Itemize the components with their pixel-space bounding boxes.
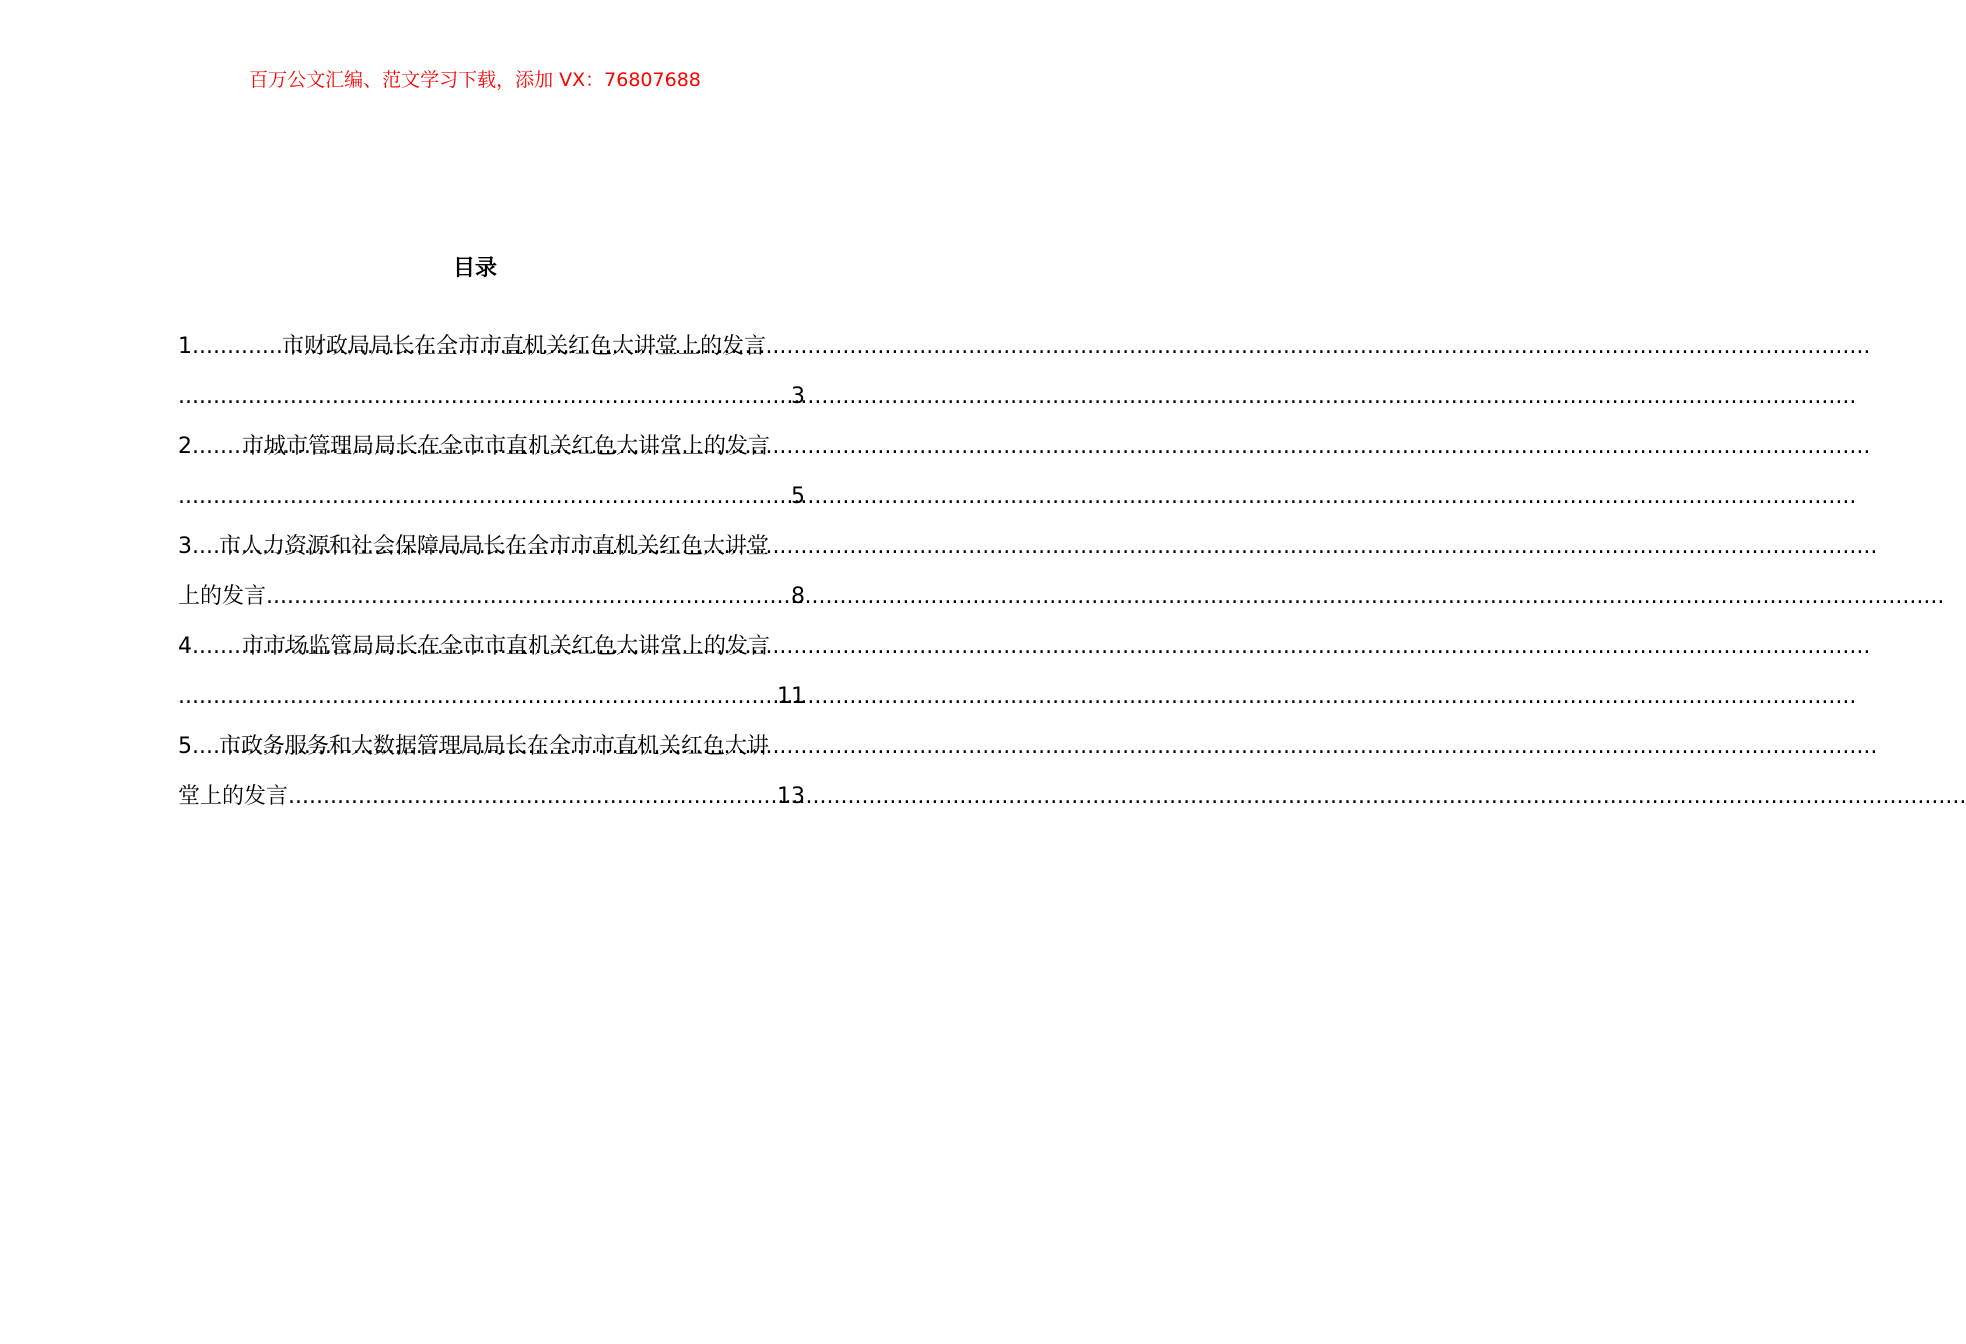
- toc-entry-title: 市市场监管局局长在全市市直机关红色大讲堂上的发言: [242, 634, 771, 659]
- toc-entry-number: 4: [178, 634, 192, 659]
- toc-entry-number: 2: [178, 434, 192, 459]
- toc-entry-title-continued: 上的发言: [178, 584, 267, 609]
- toc-page-number: 5: [791, 484, 805, 509]
- toc-entry-number: 5.: [178, 734, 199, 759]
- toc-page-number: 3: [791, 384, 805, 409]
- toc-entry-title: 市政务服务和大数据管理局局长在全市市直机关红色大讲: [219, 734, 770, 759]
- toc-entry-number: 1: [178, 334, 192, 359]
- toc-entry-3[interactable]: [178, 522, 805, 622]
- toc-entry-5-line-1: [178, 722, 805, 772]
- toc-entry-title-continued: 堂上的发言: [178, 784, 289, 809]
- toc-entry-number: 3.: [178, 534, 199, 559]
- toc-entry-4[interactable]: [178, 622, 805, 722]
- toc-entry-1-line-1: [178, 322, 805, 372]
- toc-entry-title: 市城市管理局局长在全市市直机关红色大讲堂上的发言: [242, 434, 771, 459]
- toc-entry-title: 市人力资源和社会保障局局长在全市市直机关红色大讲堂: [219, 534, 770, 559]
- toc-page-number: 11: [777, 684, 805, 709]
- dot-leader: [178, 472, 791, 522]
- toc-title: 目录: [452, 256, 497, 281]
- toc-page-number: 13: [777, 784, 805, 809]
- page-header-watermark: 百万公文汇编、范文学习下载，添加 VX：76807688: [249, 69, 701, 91]
- toc-entry-2-line-1: [178, 422, 805, 472]
- dot-leader: [178, 672, 777, 722]
- toc-entry-5-line-2: [178, 772, 805, 822]
- dot-leader: [192, 422, 242, 472]
- toc-entry-title: 市财政局局长在全市市直机关红色大讲堂上的发言: [282, 334, 767, 359]
- toc-entry-4-line-2: [178, 672, 805, 722]
- dot-leader: [192, 322, 282, 372]
- toc-entry-2[interactable]: [178, 422, 805, 522]
- dot-leader: [199, 522, 219, 572]
- toc-page-number: 8: [791, 584, 805, 609]
- toc-entry-1-line-2: [178, 372, 805, 422]
- dot-leader: [288, 772, 777, 822]
- toc-entry-1[interactable]: [178, 322, 805, 422]
- dot-leader: [199, 722, 219, 772]
- dot-leader: [266, 572, 791, 622]
- toc-entry-5[interactable]: [178, 722, 805, 822]
- toc-entry-3-line-2: [178, 572, 805, 622]
- toc-entry-2-line-2: [178, 472, 805, 522]
- dot-leader: [192, 622, 242, 672]
- table-of-contents: [178, 322, 805, 822]
- toc-entry-3-line-1: [178, 522, 805, 572]
- toc-entry-4-line-1: [178, 622, 805, 672]
- dot-leader: [178, 372, 791, 422]
